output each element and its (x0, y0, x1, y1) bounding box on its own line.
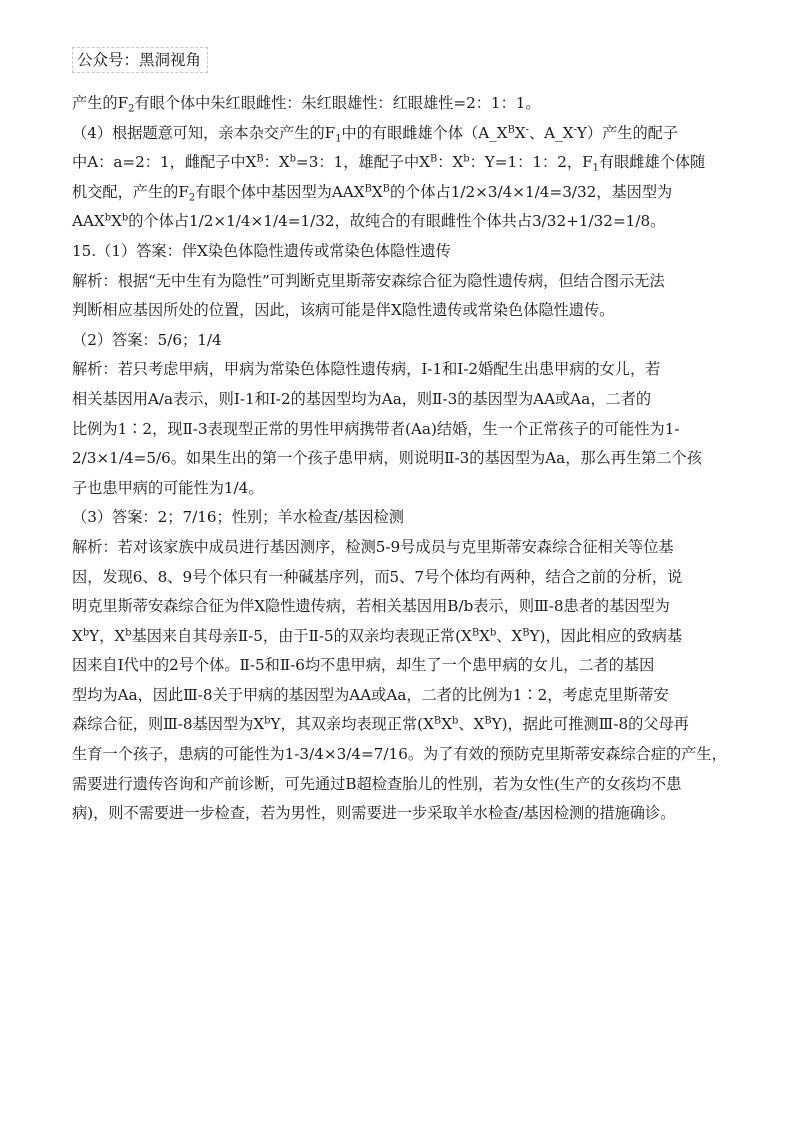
answer-text-body (72, 89, 740, 829)
text-line: 中A：a=2：1，雌配子中$X^B$：$X^b=3$：1，雄配子中$X^B$：$X^b$：Y=1：1：2，$F_1$有眼雌雄个体随 (72, 153, 706, 174)
text-line: $AAX^bX^b$的个体占1/2×1/4×1/4=1/32，故纯合的有眼雌性个体共占3/32+1/32=1/8。 (72, 212, 666, 231)
text-line: 生育一个孩子，患病的可能性为1-3/4×3/4=7/16。为了有效的预防克里斯蒂安森综合症的产生， (72, 745, 727, 764)
watermark-label: 公众号：黑洞视角 (72, 47, 208, 73)
text-line: $X^bY$，$X^b$基因来自其母亲Ⅱ-5，由于Ⅱ-5的双亲均表现正常($X^BX^b$、$X^BY$)，因此相应的致病基 (72, 626, 683, 645)
text-line: 森综合征，则Ⅲ-8基因型为$X^bY$，其双亲均表现正常($X^BX^b$、$X^BY$)，据此可推测Ⅲ-8的父母再 (72, 715, 689, 734)
text-line: 解析：若对该家族中成员进行基因测序，检测5-9号成员与克里斯蒂安森综合征相关等位基 (72, 537, 674, 556)
text-line: （3）答案：2；7/16；性别；羊水检查/基因检测 (72, 508, 404, 527)
text-line: 15.（1）答案：伴X染色体隐性遗传或常染色体隐性遗传 (72, 241, 451, 260)
text-line: 判断相应基因所处的位置，因此，该病可能是伴X隐性遗传或常染色体隐性遗传。 (72, 301, 615, 320)
text-line: 病)，则不需要进一步检查，若为男性，则需要进一步采取羊水检查/基因检测的措施确诊。 (72, 804, 676, 823)
text-line: 因来自I代中的2号个体。Ⅱ-5和Ⅱ-6均不患甲病，却生了一个患甲病的女儿，二者的基因 (72, 656, 655, 675)
text-line: 子也患甲病的可能性为1/4。 (72, 478, 264, 497)
text-line: 解析：若只考虑甲病，甲病为常染色体隐性遗传病，Ⅰ-1和Ⅰ-2婚配生出患甲病的女儿，若 (72, 360, 661, 379)
text-line: 比例为1∶2，现Ⅱ-3表现型正常的男性甲病携带者(Aa)结婚，生一个正常孩子的可能性为1- (72, 419, 680, 438)
text-line: 需要进行遗传咨询和产前诊断，可先通过B超检查胎儿的性别，若为女性(生产的女孩均不患 (72, 774, 682, 793)
text-line: 明克里斯蒂安森综合征为伴X隐性遗传病，若相关基因用B/b表示，则Ⅲ-8患者的基因型为 (72, 597, 670, 616)
text-line: 机交配，产生的$F_2$有眼个体中基因型为$AAX^BX^B$的个体占1/2×3/4×1/4=3/32，基因型为 (72, 182, 673, 204)
text-line: 型均为Aa，因此Ⅲ-8关于甲病的基因型为AA或Aa，二者的比例为1∶2，考虑克里斯蒂安 (72, 685, 669, 704)
text-line: 解析：根据“无中生有为隐性”可判断克里斯蒂安森综合征为隐性遗传病，但结合图示无法 (72, 271, 665, 290)
text-line: （4）根据题意可知，亲本杂交产生的$F_1$中的有眼雌雄个体（$A\_X^BX^-$、A_X-Y）产生的配子 (72, 123, 679, 145)
text-line: 因，发现6、8、9号个体只有一种碱基序列，而5、7号个体均有两种，结合之前的分析，说 (72, 567, 683, 586)
text-line: 2/3×1/4=5/6。如果生出的第一个孩子患甲病，则说明Ⅱ-3的基因型为Aa，那么再生第二个孩 (72, 449, 702, 468)
text-line: 产生的$F_2$有眼个体中朱红眼雌性：朱红眼雄性：红眼雄性=2：1：1。 (72, 94, 541, 115)
text-line: （2）答案：5/6；1/4 (72, 330, 222, 349)
text-line: 相关基因用A/a表示，则Ⅰ-1和Ⅰ-2的基因型均为Aa，则Ⅱ-3的基因型为AA或Aa，二者的 (72, 389, 652, 408)
